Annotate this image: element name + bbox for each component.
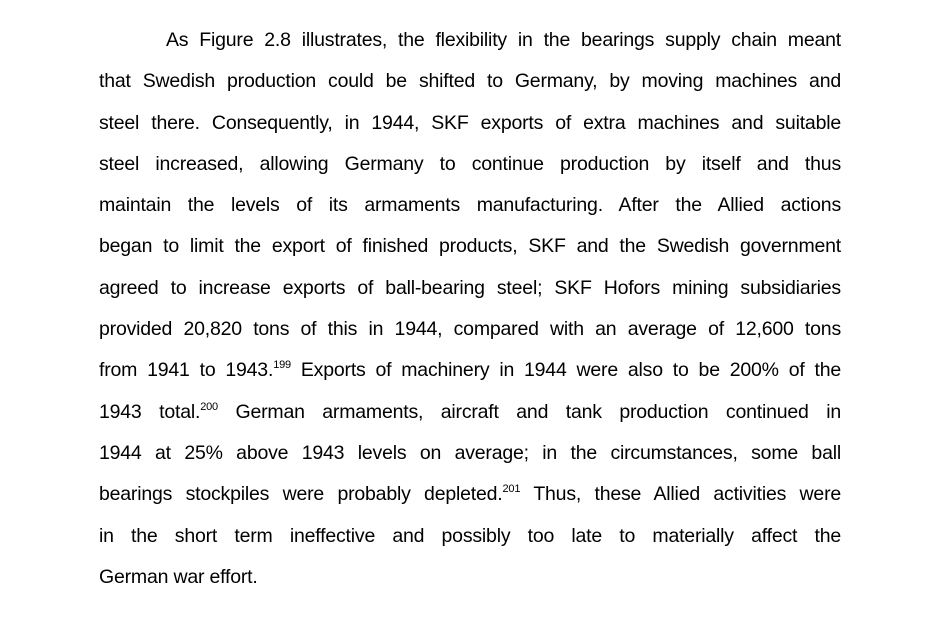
footnote-ref-200: 200 (200, 400, 218, 413)
footnote-ref-199: 199 (273, 359, 291, 372)
line-text: German armaments, aircraft and tank production continued in (235, 400, 842, 423)
line-text: steel increased, allowing Germany to continue production by itself and thus (99, 152, 841, 175)
text-line (99, 61, 841, 102)
line-text: agreed to increase exports of ball-bearing steel; SKF Hofors mining subsidiaries (99, 276, 841, 299)
line-text: Thus, these Allied activities were (533, 483, 842, 506)
text-line (99, 103, 841, 144)
line-text: steel there. Consequently, in 1944, SKF exports of extra machines and suitable (99, 111, 841, 134)
line-text: Exports of machinery in 1944 were also to be 200% of the (300, 359, 842, 382)
text-line (99, 20, 841, 61)
line-text: 1943 total. (99, 400, 201, 423)
text-line (99, 309, 841, 350)
line-text: As Figure 2.8 illustrates, the flexibility in the bearings supply chain meant (166, 29, 841, 51)
line-text: from 1941 to 1943. (99, 359, 274, 382)
text-line (99, 226, 841, 267)
text-line (99, 268, 841, 309)
text-line (99, 350, 841, 391)
line-text: began to limit the export of finished products, SKF and the Swedish government (99, 235, 841, 258)
line-text: in the short term ineffective and possibly too late to materially affect the (99, 524, 841, 547)
text-line (99, 474, 841, 515)
line-text: German war effort. (99, 565, 258, 588)
line-text: 1944 at 25% above 1943 levels on average; in the circumstances, some ball (99, 441, 841, 464)
text-line (99, 144, 841, 185)
line-text: maintain the levels of its armaments manufacturing. After the Allied actions (99, 194, 841, 217)
text-line (99, 392, 841, 433)
line-text: that Swedish production could be shifted to Germany, by moving machines and (99, 70, 841, 93)
line-text: bearings stockpiles were probably depleted. (99, 483, 503, 506)
body-paragraph (99, 20, 841, 598)
text-line (99, 516, 841, 557)
text-line (99, 185, 841, 226)
footnote-ref-201: 201 (502, 483, 521, 496)
text-line (99, 557, 841, 598)
line-text: provided 20,820 tons of this in 1944, compared with an average of 12,600 tons (99, 318, 841, 341)
text-line (99, 433, 841, 474)
